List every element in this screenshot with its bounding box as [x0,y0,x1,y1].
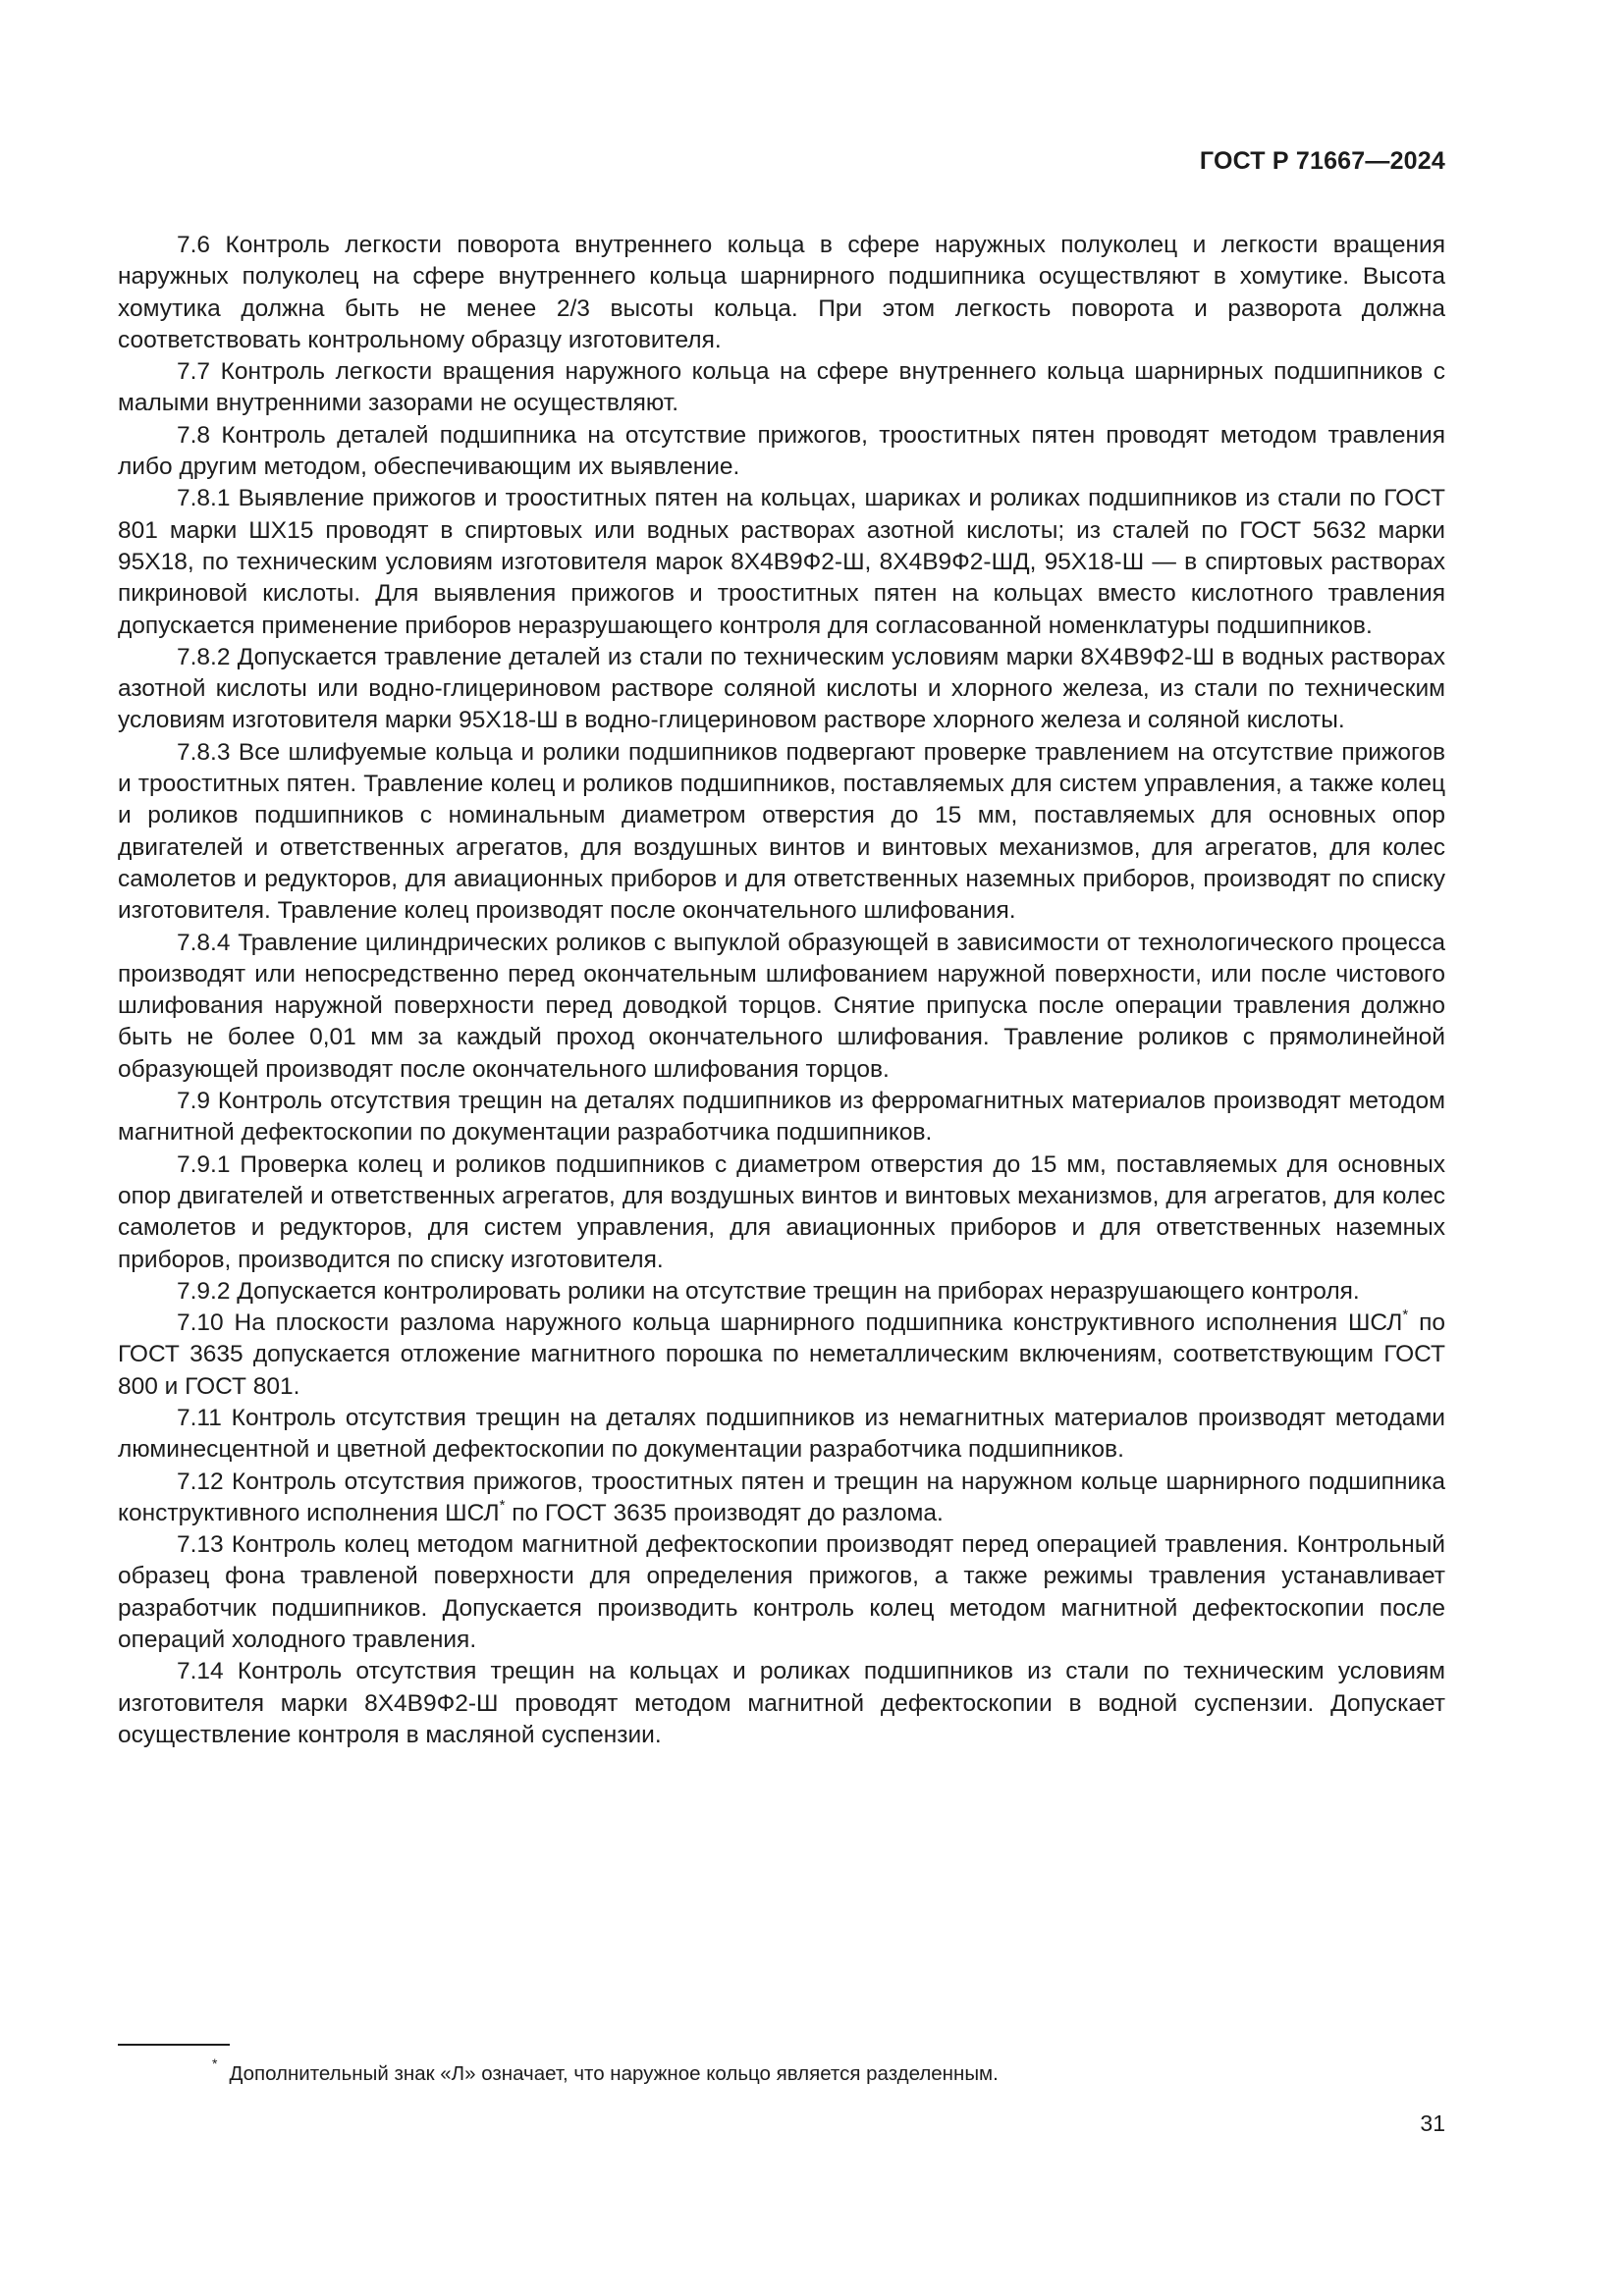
paragraph-7-14: 7.14 Контроль отсутствия трещин на кольцах и роликах подшипников из стали по техническим условиям изготовителя марки 8Х4В9Ф2-Ш проводят методом магнитной дефектоскопии в водной суспензии. Допускает осуществление контроля в масляной суспензии. [118,1658,1445,1748]
paragraph-7-9-1: 7.9.1 Проверка колец и роликов подшипников с диаметром отверстия до 15 мм, поставляемых для основных опор двигателей и ответственных агрегатов, для воздушных винтов и винтовых механизмов, для агрегатов, для колес самолетов и редукторов, для систем управления, для авиационных приборов и для ответственных наземных приборов, производится по списку изготовителя. [118,1150,1445,1273]
paragraph-7-9-2: 7.9.2 Допускается контролировать ролики на отсутствие трещин на приборах неразрушающего контроля. [177,1277,1360,1305]
paragraph-7-13: 7.13 Контроль колец методом магнитной дефектоскопии производят перед операцией травления. Контрольный образец фона травленой поверхности для определения прижогов, а также режимы травления устанавливает разработчик подшипников. Допускается производить контроль колец методом магнитной дефектоскопии после операций холодного травления. [118,1531,1445,1654]
paragraph-7-6: 7.6 Контроль легкости поворота внутреннего кольца в сфере наружных полуколец и легкости вращения наружных полуколец на сфере внутреннего кольца шарнирного подшипника осуществляют в хомутике. Высота хомутика должна быть не менее 2/3 высоты кольца. При этом легкость поворота и разворота должна соответствовать контрольному образцу изготовителя. [118,232,1445,353]
document-code-header: ГОСТ Р 71667—2024 [1199,147,1445,175]
paragraph-7-10-text-start: 7.10 На плоскости разлома наружного кольца шарнирного подшипника конструктивного исполнения ШСЛ [177,1309,1403,1337]
footnote-reference-mark: * [499,1496,506,1514]
footnote [212,2054,999,2088]
document-page [118,0,1445,2296]
paragraph-7-8: 7.8 Контроль деталей подшипника на отсутствие прижогов, трооститных пятен проводят методом травления либо другим методом, обеспечивающим их выявление. [118,421,1445,481]
paragraph-7-8-3: 7.8.3 Все шлифуемые кольца и ролики подшипников подвергают проверке травлением на отсутствие прижогов и трооститных пятен. Травление колец и роликов подшипников, поставляемых для систем управления, а также колец и роликов подшипников с номинальным диаметром отверстия до 15 мм, поставляемых для основных опор двигателей и ответственных агрегатов, для воздушных винтов и винтовых механизмов, для агрегатов, для колес самолетов и редукторов, для авиационных приборов и для ответственных наземных приборов, производят по списку изготовителя. Травление колец производят после окончательного шлифования. [118,738,1445,925]
paragraph-7-12-text-start: 7.12 Контроль отсутствия прижогов, трооститных пятен и трещин на наружном кольце шарнирного подшипника конструктивного исполнения ШСЛ [118,1468,1445,1526]
paragraph-7-7: 7.7 Контроль легкости вращения наружного кольца на сфере внутреннего кольца шарнирных подшипников с малыми внутренними зазорами не осуществляют. [118,358,1445,417]
footnote-separator [118,2044,230,2046]
page-number: 31 [1420,2110,1445,2136]
paragraph-7-12 [118,1467,1445,1530]
footnote-text: Дополнительный знак «Л» означает, что наружное кольцо является разделенным. [229,2061,999,2085]
paragraph-7-10 [118,1308,1445,1403]
paragraph-7-8-2: 7.8.2 Допускается травление деталей из стали по техническим условиям марки 8Х4В9Ф2-Ш в водных растворах азотной кислоты или водно-глицериновом растворе соляной кислоты и хлорного железа, из стали по техническим условиям изготовителя марки 95Х18-Ш в водно-глицериновом растворе хлорного железа и соляной кислоты. [118,643,1445,734]
paragraph-7-11: 7.11 Контроль отсутствия трещин на деталях подшипников из немагнитных материалов производят методами люминесцентной и цветной дефектоскопии по документации разработчика подшипников. [118,1404,1445,1464]
footnote-mark: * [212,2056,218,2071]
paragraph-7-9: 7.9 Контроль отсутствия трещин на деталях подшипников из ферромагнитных материалов производят методом магнитной дефектоскопии по документации разработчика подшипников. [118,1088,1445,1147]
paragraph-7-10-text-end: по ГОСТ 3635 допускается отложение магнитного порошка по неметаллическим включениям, соответствующим ГОСТ 800 и ГОСТ 801. [118,1309,1445,1400]
paragraph-7-8-4: 7.8.4 Травление цилиндрических роликов с выпуклой образующей в зависимости от технологического процесса производят или непосредственно перед окончательным шлифованием наружной поверхности, или после чистового шлифования наружной поверхности перед доводкой торцов. Снятие припуска после операции травления должно быть не более 0,01 мм за каждый проход окончательного шлифования. Травление роликов с прямолинейной образующей производят после окончательного шлифования торцов. [118,929,1445,1083]
footnote-reference-mark: * [1402,1306,1409,1323]
main-text [118,230,1445,1751]
paragraph-7-8-1: 7.8.1 Выявление прижогов и трооститных пятен на кольцах, шариках и роликах подшипников из стали по ГОСТ 801 марки ШХ15 проводят в спиртовых или водных растворах азотной кислоты; из сталей по ГОСТ 5632 марки 95Х18, по техническим условиям изготовителя марок 8Х4В9Ф2-Ш, 8Х4В9Ф2-ШД, 95Х18-Ш — в спиртовых растворах пикриновой кислоты. Для выявления прижогов и трооститных пятен на кольцах вместо кислотного травления допускается применение приборов неразрушающего контроля для согласованной номенклатуры подшипников. [118,485,1445,639]
paragraph-7-12-text-end: по ГОСТ 3635 производят до разлома. [505,1499,944,1526]
